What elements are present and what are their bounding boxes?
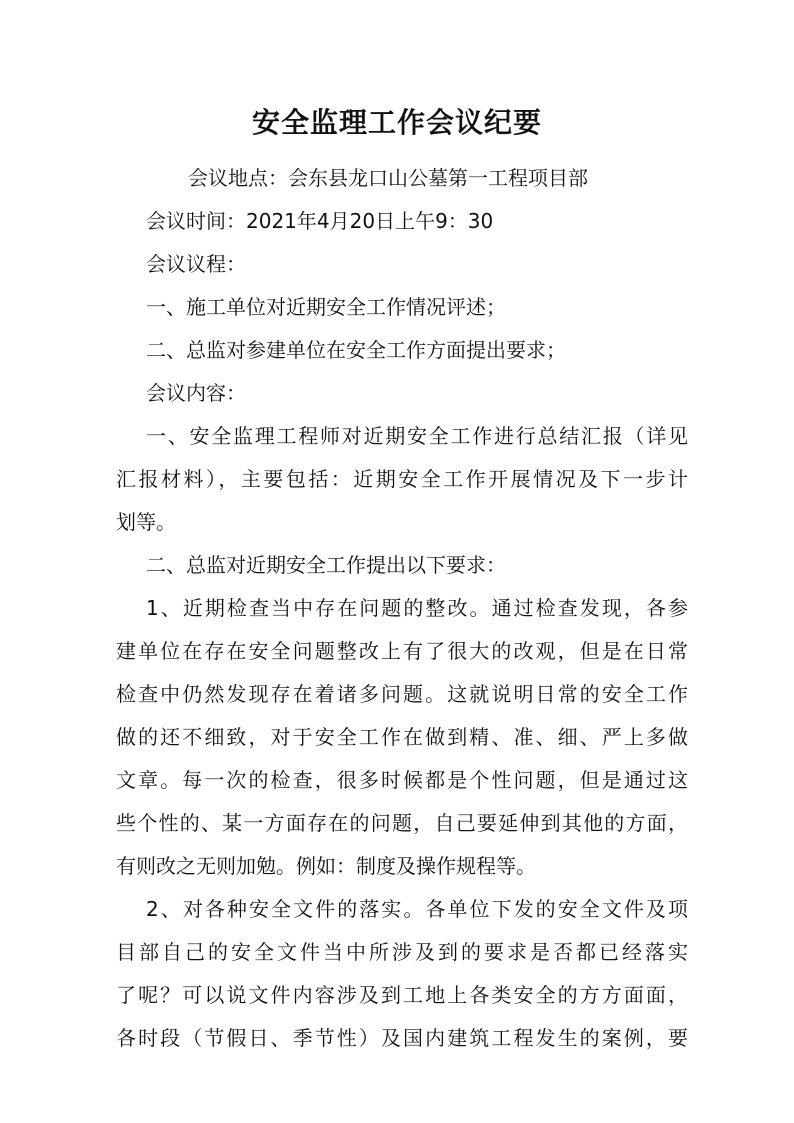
paragraph-line: 做的还不细致，对于安全工作在做到精、准、细、严上多做	[116, 725, 688, 749]
agenda-item-2: 二、总监对参建单位在安全工作方面提出要求；	[146, 338, 566, 362]
agenda-heading: 会议议程：	[146, 252, 246, 276]
paragraph-line: 了呢？可以说文件内容涉及到工地上各类安全的方方面面，	[116, 983, 688, 1007]
agenda-item-1: 一、施工单位对近期安全工作情况评述；	[146, 295, 506, 319]
paragraph-line: 建单位在存在安全问题整改上有了很大的改观，但是在日常	[116, 639, 688, 663]
paragraph-line: 目部自己的安全文件当中所涉及到的要求是否都已经落实	[116, 940, 688, 964]
meeting-location: 会议地点：会东县龙口山公墓第一工程项目部	[188, 166, 588, 190]
paragraph-line: 1、近期检查当中存在问题的整改。通过检查发现，各参	[146, 596, 688, 620]
meeting-time: 会议时间：2021年4月20日上午9：30	[146, 209, 494, 233]
paragraph-line: 文章。每一次的检查，很多时候都是个性问题，但是通过这	[116, 768, 688, 792]
paragraph-line: 各时段（节假日、季节性）及国内建筑工程发生的案例，要	[116, 1026, 688, 1050]
paragraph-line: 检查中仍然发现存在着诸多问题。这就说明日常的安全工作	[116, 682, 688, 706]
paragraph-line: 2、对各种安全文件的落实。各单位下发的安全文件及项	[146, 897, 688, 921]
paragraph-line: 有则改之无则加勉。例如：制度及操作规程等。	[116, 854, 536, 878]
paragraph-line: 汇报材料），主要包括：近期安全工作开展情况及下一步计	[116, 467, 688, 491]
section-heading: 二、总监对近期安全工作提出以下要求：	[146, 553, 506, 577]
paragraph-line: 划等。	[116, 510, 176, 534]
paragraph-line: 一、安全监理工程师对近期安全工作进行总结汇报（详见	[146, 424, 688, 448]
paragraph-line: 些个性的、某一方面存在的问题，自己要延伸到其他的方面，	[116, 811, 688, 835]
content-heading: 会议内容：	[146, 381, 246, 405]
document-title: 安全监理工作会议纪要	[251, 106, 542, 139]
